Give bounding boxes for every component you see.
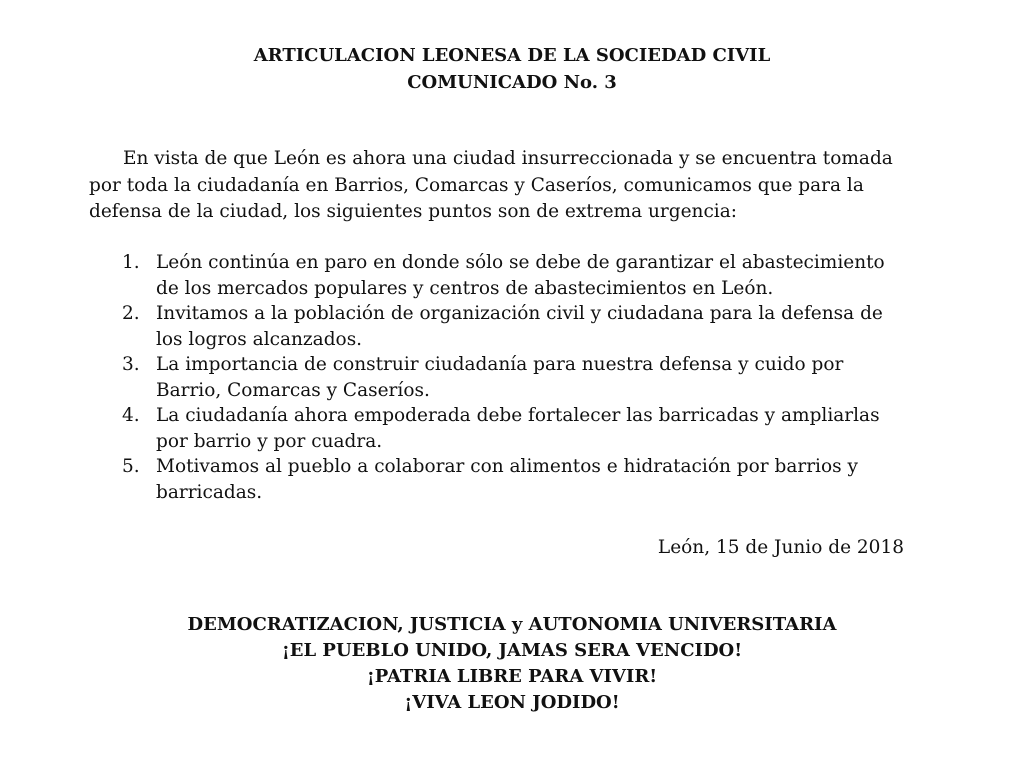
slogan-line: ¡PATRIA LIBRE PARA VIVIR! [366, 666, 658, 687]
document-date: León, 15 de Junio de 2018 [657, 537, 904, 558]
list-item-number: 1. [122, 252, 140, 273]
list-item [122, 250, 902, 301]
list-item-text: La ciudadanía ahora empoderada debe fortalecer las barricadas y ampliarlas por barrio y por cuadra. [156, 405, 880, 452]
slogan-line: ¡VIVA LEON JODIDO! [404, 692, 620, 713]
slogan-line: ¡EL PUEBLO UNIDO, JAMAS SERA VENCIDO! [281, 640, 743, 661]
list-item-number: 4. [122, 405, 140, 426]
list-item-number: 3. [122, 354, 140, 375]
list-item-text: La importancia de construir ciudadanía para nuestra defensa y cuido por Barrio, Comarcas y Caseríos. [156, 354, 844, 401]
document-title: ARTICULACION LEONESA DE LA SOCIEDAD CIVIL [253, 45, 771, 66]
list-item-text: Motivamos al pueblo a colaborar con alimentos e hidratación por barrios y barricadas. [156, 456, 858, 503]
document-header [0, 42, 1024, 96]
urgent-points-list [122, 250, 902, 505]
list-item-number: 5. [122, 456, 140, 477]
list-item-text: León continúa en paro en donde sólo se debe de garantizar el abastecimiento de los mercados populares y centros de abastecimientos en León. [156, 252, 885, 299]
list-item [122, 403, 902, 454]
list-item-text: Invitamos a la población de organización civil y ciudadana para la defensa de los logros alcanzados. [156, 303, 883, 350]
list-item [122, 352, 902, 403]
list-item-number: 2. [122, 303, 140, 324]
list-item [122, 454, 902, 505]
slogans-block [0, 612, 1024, 716]
intro-paragraph: En vista de que León es ahora una ciudad insurreccionada y se encuentra tomada por toda la ciudadanía en Barrios, Comarcas y Caseríos, comunicamos que para la defensa de la ciudad, los siguientes puntos son de extrema urgencia: [89, 148, 893, 222]
slogan-line: DEMOCRATIZACION, JUSTICIA y AUTONOMIA UNIVERSITARIA [187, 614, 837, 635]
document-subtitle: COMUNICADO No. 3 [407, 72, 617, 93]
list-item [122, 301, 902, 352]
